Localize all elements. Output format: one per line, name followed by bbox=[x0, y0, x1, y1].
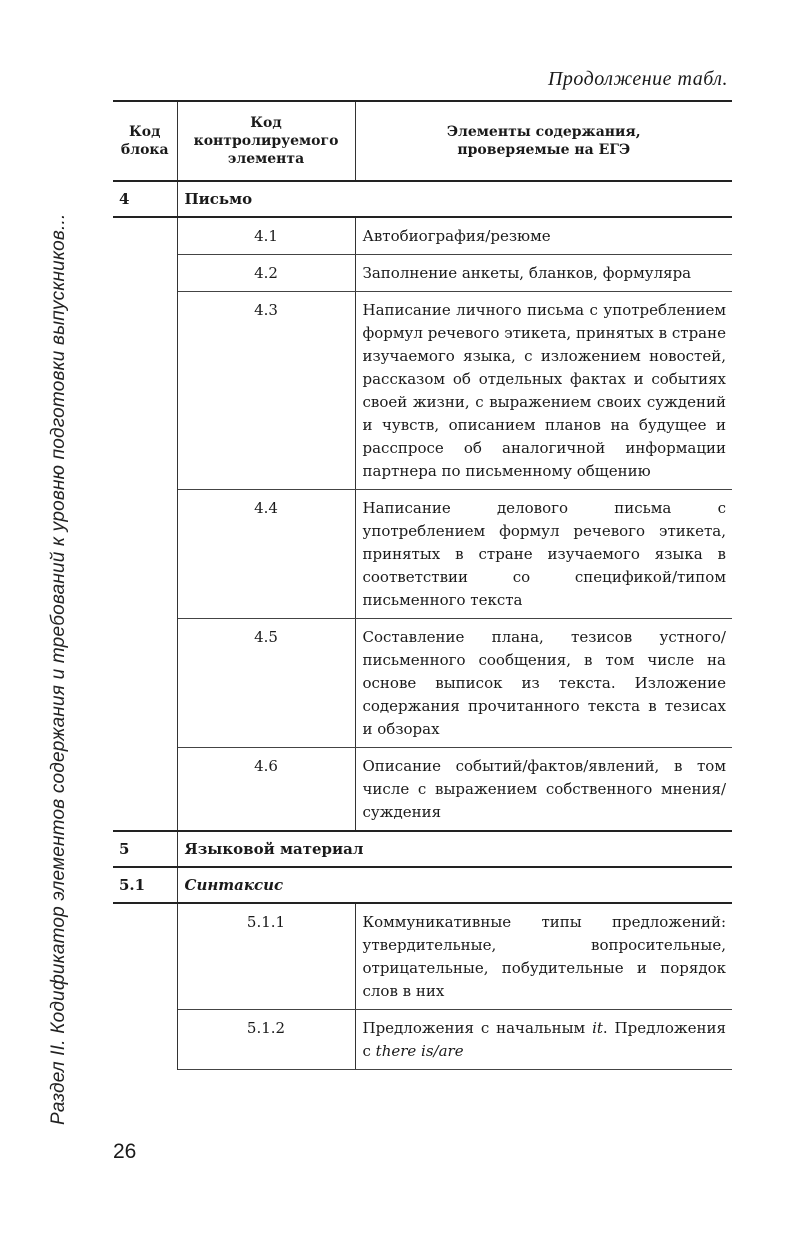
empty-block-cell bbox=[113, 903, 177, 1070]
element-text bbox=[355, 1010, 732, 1070]
element-code: 4.2 bbox=[177, 255, 355, 292]
page-number: 26 bbox=[113, 1140, 137, 1163]
text-part: Предложения с начальным bbox=[362, 1019, 593, 1037]
element-code: 4.4 bbox=[177, 490, 355, 619]
section-code: 5.1 bbox=[113, 867, 177, 903]
element-code: 4.1 bbox=[177, 217, 355, 255]
element-code: 5.1.2 bbox=[177, 1010, 355, 1070]
element-text: Описание событий/фактов/явлений, в том числе с выражением собственного мнения/суждения bbox=[355, 748, 732, 832]
element-text: Написание личного письма с употреблением формул речевого этикета, принятых в стране изучаемого языка, с изложением новостей, рассказом об отдельных фактах и событиях своей жизни, с выражением своих суждений и чувств, описанием планов на будущее и расспросе об аналогичной информации партнера по письменному общению bbox=[355, 292, 732, 490]
text-part: . Предложения с bbox=[362, 1019, 727, 1060]
header-block-code: Код блока bbox=[113, 101, 177, 181]
header-element-code: Код контролируемого элемента bbox=[177, 101, 355, 181]
table-row bbox=[113, 217, 732, 255]
element-text: Составление плана, тезисов устного/письменного сообщения, в том числе на основе выписок из текста. Изложение содержания прочитанного текста в тезисах и обзорах bbox=[355, 619, 732, 748]
empty-block-cell bbox=[113, 217, 177, 831]
codifier-table bbox=[113, 100, 732, 1070]
section-row-5-1 bbox=[113, 867, 732, 903]
table-row bbox=[113, 255, 732, 292]
element-code: 4.3 bbox=[177, 292, 355, 490]
element-text: Коммуникативные типы предложений: утвердительные, вопросительные, отрицательные, побудительные и порядок слов в них bbox=[355, 903, 732, 1010]
table-row bbox=[113, 748, 732, 832]
element-text: Заполнение анкеты, бланков, формуляра bbox=[355, 255, 732, 292]
section-title: Синтаксис bbox=[184, 875, 284, 894]
section-code: 4 bbox=[113, 181, 177, 217]
element-code: 4.6 bbox=[177, 748, 355, 832]
element-code: 5.1.1 bbox=[177, 903, 355, 1010]
element-code: 4.5 bbox=[177, 619, 355, 748]
table-header-row bbox=[113, 101, 732, 181]
header-content: Элементы содержания, проверяемые на ЕГЭ bbox=[446, 124, 641, 158]
table-row bbox=[113, 292, 732, 490]
section-title: Письмо bbox=[184, 189, 253, 208]
section-row-5 bbox=[113, 831, 732, 867]
section-title: Языковой материал bbox=[184, 839, 364, 858]
text-italic-there: there is/are bbox=[375, 1042, 464, 1060]
table-row bbox=[113, 903, 732, 1010]
element-text: Автобиография/резюме bbox=[355, 217, 732, 255]
section-code: 5 bbox=[113, 831, 177, 867]
continuation-label: Продолжение табл. bbox=[547, 68, 728, 90]
table-row bbox=[113, 1010, 732, 1070]
text-italic-it: it bbox=[592, 1019, 603, 1037]
element-text: Написание делового письма с употреблением формул речевого этикета, принятых в стране изучаемого языка в соответствии со спецификой/типом письменного текста bbox=[355, 490, 732, 619]
table-row bbox=[113, 490, 732, 619]
table-row bbox=[113, 619, 732, 748]
running-title: Раздел II. Кодификатор элементов содержания и требований к уровню подготовки выпускников... bbox=[48, 213, 69, 1125]
section-row-4 bbox=[113, 181, 732, 217]
